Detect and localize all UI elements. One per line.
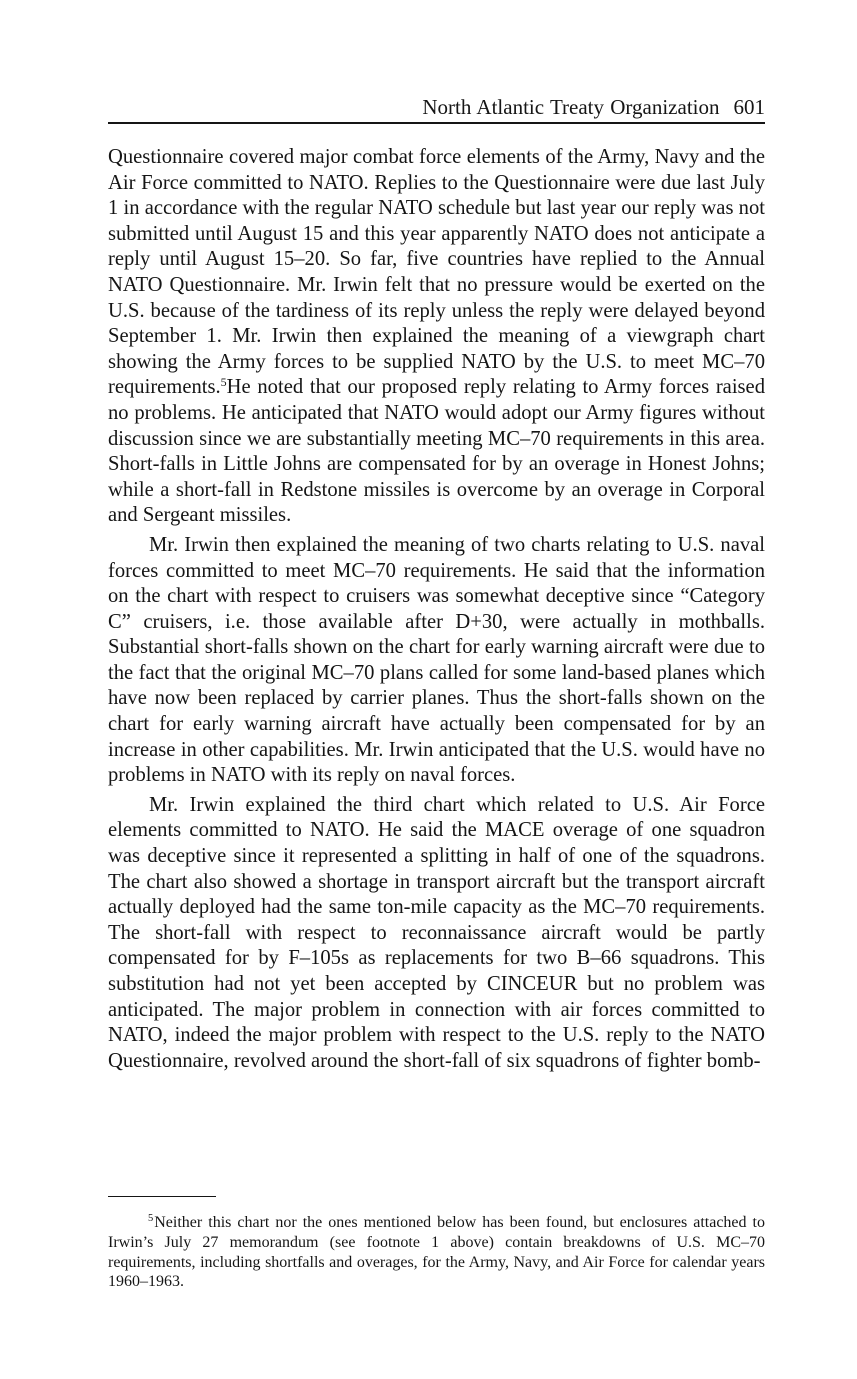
- footnote: [108, 1213, 765, 1292]
- body-text: [108, 145, 765, 1078]
- paragraph-1: [108, 145, 765, 529]
- paragraph-2: Mr. Irwin then explained the meaning of two charts relating to U.S. naval forces committed to meet MC–70 requirements. He said that the information on the chart with respect to cruisers was somewhat deceptive since “Category C” cruisers, i.e. those available after D+30, were actually in mothballs. Substantial short-falls shown on the chart for early warning aircraft were due to the fact that the original MC–70 plans called for some land-based planes which have now been replaced by carrier planes. Thus the short-falls shown on the chart for early warning aircraft have actually been compensated for by an increase in other capabilities. Mr. Irwin anticipated that the U.S. would have no problems in NATO with its reply on naval forces.: [108, 533, 765, 787]
- footnote-reference: 5: [220, 375, 227, 390]
- footnote-5: [108, 1213, 765, 1292]
- footnote-marker: 5: [148, 1213, 154, 1224]
- paragraph-1-part-b: He noted that our proposed reply relating to Army forces raised no problems. He anticipated that NATO would adopt our Army figures without discussion since we are substantially meeting MC–70 requirements in this area. Short-falls in Little Johns are compensated for by an overage in Honest Johns; while a short-fall in Redstone missiles is overcome by an overage in Corporal and Sergeant missiles.: [108, 376, 765, 527]
- footnote-text: Neither this chart nor the ones mentioned below has been found, but enclosures attached to Irwin’s July 27 memorandum (see footnote 1 above) contain breakdowns of U.S. MC–70 requirements, including shortfalls and overages, for the Army, Navy, and Air Force for calendar years 1960–1963.: [108, 1214, 765, 1291]
- running-title: North Atlantic Treaty Organization: [422, 95, 720, 119]
- paragraph-1-part-a: Questionnaire covered major combat force elements of the Army, Navy and the Air Force committed to NATO. Replies to the Questionnaire were due last July 1 in accordance with the regular NATO schedule but last year our reply was not submitted until August 15 and this year apparently NATO does not anticipate a reply until August 15–20. So far, five countries have replied to the Annual NATO Questionnaire. Mr. Irwin felt that no pressure would be exerted on the U.S. because of the tardiness of its reply unless the reply were delayed beyond September 1. Mr. Irwin then explained the meaning of a viewgraph chart showing the Army forces to be supplied NATO by the U.S. to meet MC–70 requirements.: [108, 146, 765, 399]
- footnote-rule: [108, 1196, 216, 1197]
- running-head: [108, 94, 765, 120]
- header-rule: [108, 122, 765, 124]
- page-number: 601: [733, 95, 765, 119]
- paragraph-3: Mr. Irwin explained the third chart which related to U.S. Air Force elements committed to NATO. He said the MACE overage of one squadron was deceptive since it represented a splitting in half of one of the squadrons. The chart also showed a shortage in transport aircraft but the transport aircraft actually deployed had the same ton-mile capacity as the MC–70 requirements. The short-fall with respect to reconnaissance aircraft would be partly compensated for by F–105s as replacements for two B–66 squadrons. This substitution had not yet been accepted by CINCEUR but no problem was anticipated. The major problem in connection with air forces committed to NATO, indeed the major problem with respect to the U.S. reply to the NATO Questionnaire, revolved around the short-fall of six squadrons of fighter bomb-: [108, 793, 765, 1072]
